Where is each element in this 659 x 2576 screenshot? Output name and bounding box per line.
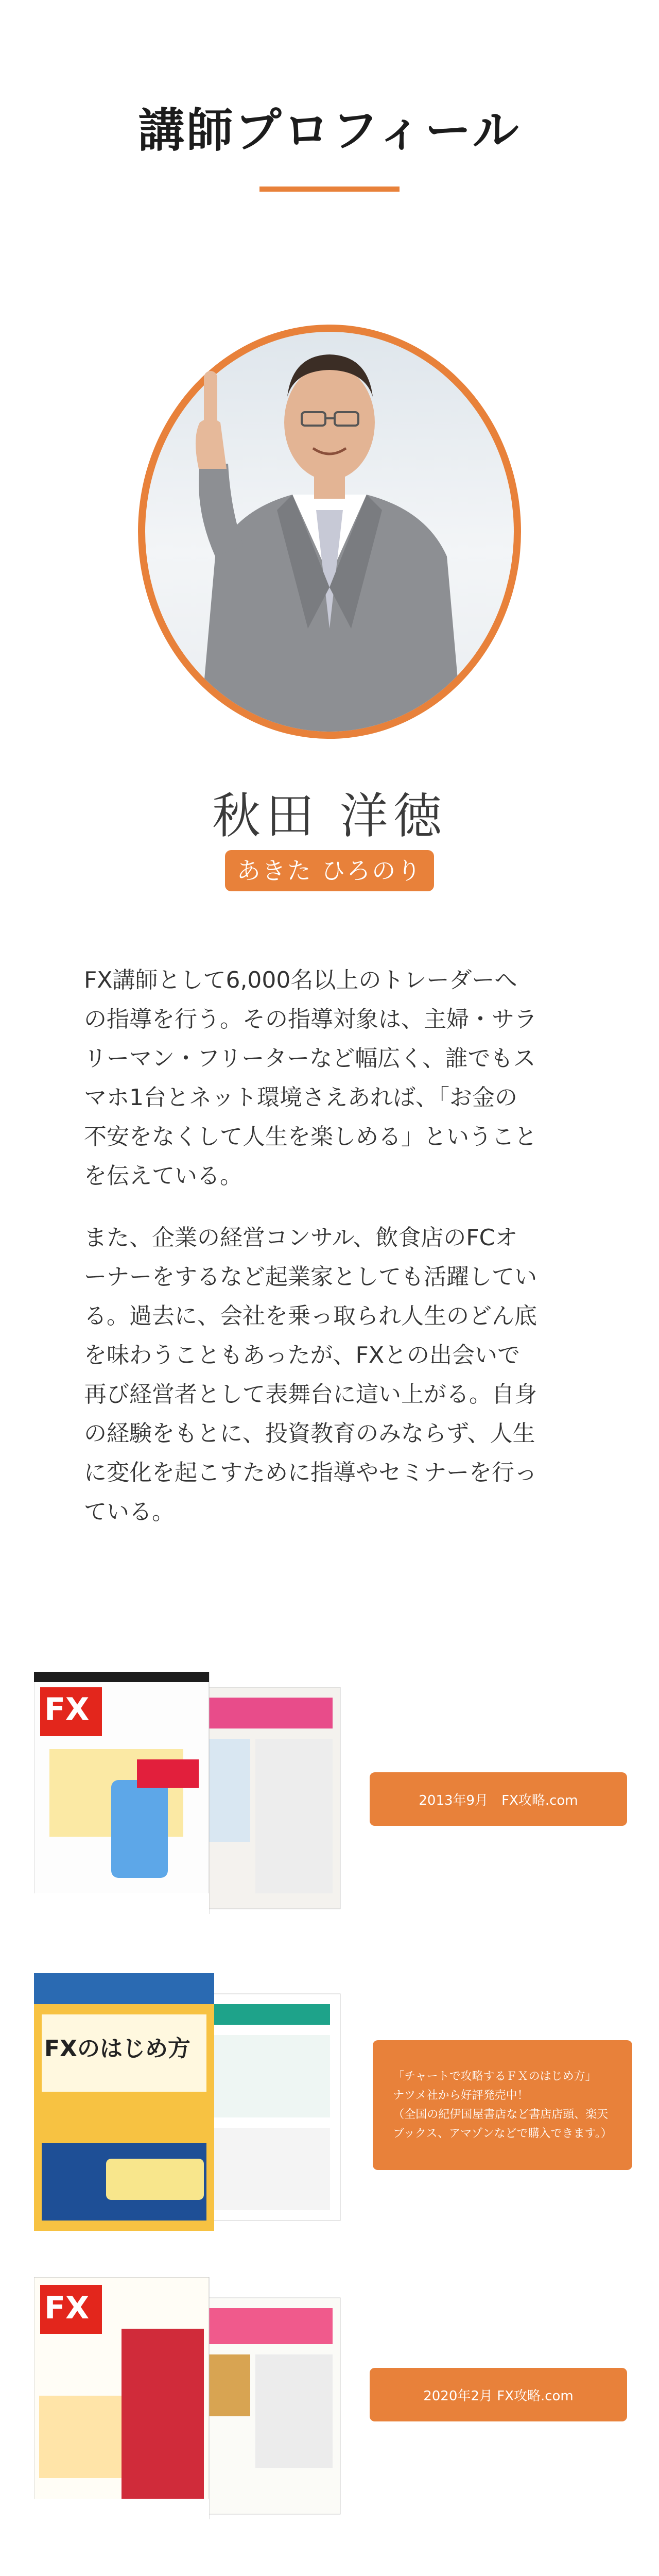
media-caption-1	[370, 1772, 627, 1826]
media-caption-text-2: 「チャートで攻略するＦＸのはじめ方」 ナツメ社から好評発売中！ （全国の紀伊国屋書店など書店店頭、楽天 ブックス、アマゾンなどで購入できます。）	[393, 2070, 612, 2140]
book-image-2	[34, 1973, 343, 2231]
cover-logo-3: FX	[44, 2290, 90, 2326]
instructor-name: 秋田 洋徳	[212, 788, 447, 844]
media-item-1	[34, 1672, 343, 1914]
instructor-kana-badge: あきた ひろのり	[225, 850, 434, 891]
page-title: 講師プロフィール	[138, 104, 521, 158]
media-item-2	[34, 1973, 343, 2231]
cover-logo-1: FX	[44, 1691, 90, 1727]
media-caption-text-1: 2013年9月 FX攻略.com	[419, 1792, 578, 1808]
media-caption-3	[370, 2368, 627, 2421]
bio-text-2: また、企業の経営コンサル、飲食店のFCオ ーナーをするなど起業家としても活躍してい る。過去に、会社を乗っ取られ人生のどん底 を味わうこともあったが、FXとの出会いで 再び経営者として表舞台に這い上がる。自身 の経験をもとに、投資教育のみならず、人生 に変化を起こすために指導やセミナーを行っ ている。	[84, 1225, 537, 1525]
bio-text-1: FX講師として6,000名以上のトレーダーへ の指導を行う。その指導対象は、主婦・サラ リーマン・フリーターなど幅広く、誰でもス マホ1台とネット環境さえあれば、「お金の 不安をなくして人生を楽しめる」ということ を伝えている。	[84, 967, 537, 1189]
bio-paragraph-2	[84, 1218, 578, 1532]
cover-logo-2: FXのはじめ方	[44, 2036, 190, 2062]
title-underline	[259, 187, 400, 192]
media-caption-2	[373, 2040, 632, 2170]
instructor-portrait	[138, 268, 521, 752]
bio-paragraph-1	[84, 961, 578, 1196]
media-item-3	[34, 2277, 343, 2519]
media-caption-text-3: 2020年2月 FX攻略.com	[423, 2388, 574, 2404]
instructor-photo	[138, 268, 521, 752]
